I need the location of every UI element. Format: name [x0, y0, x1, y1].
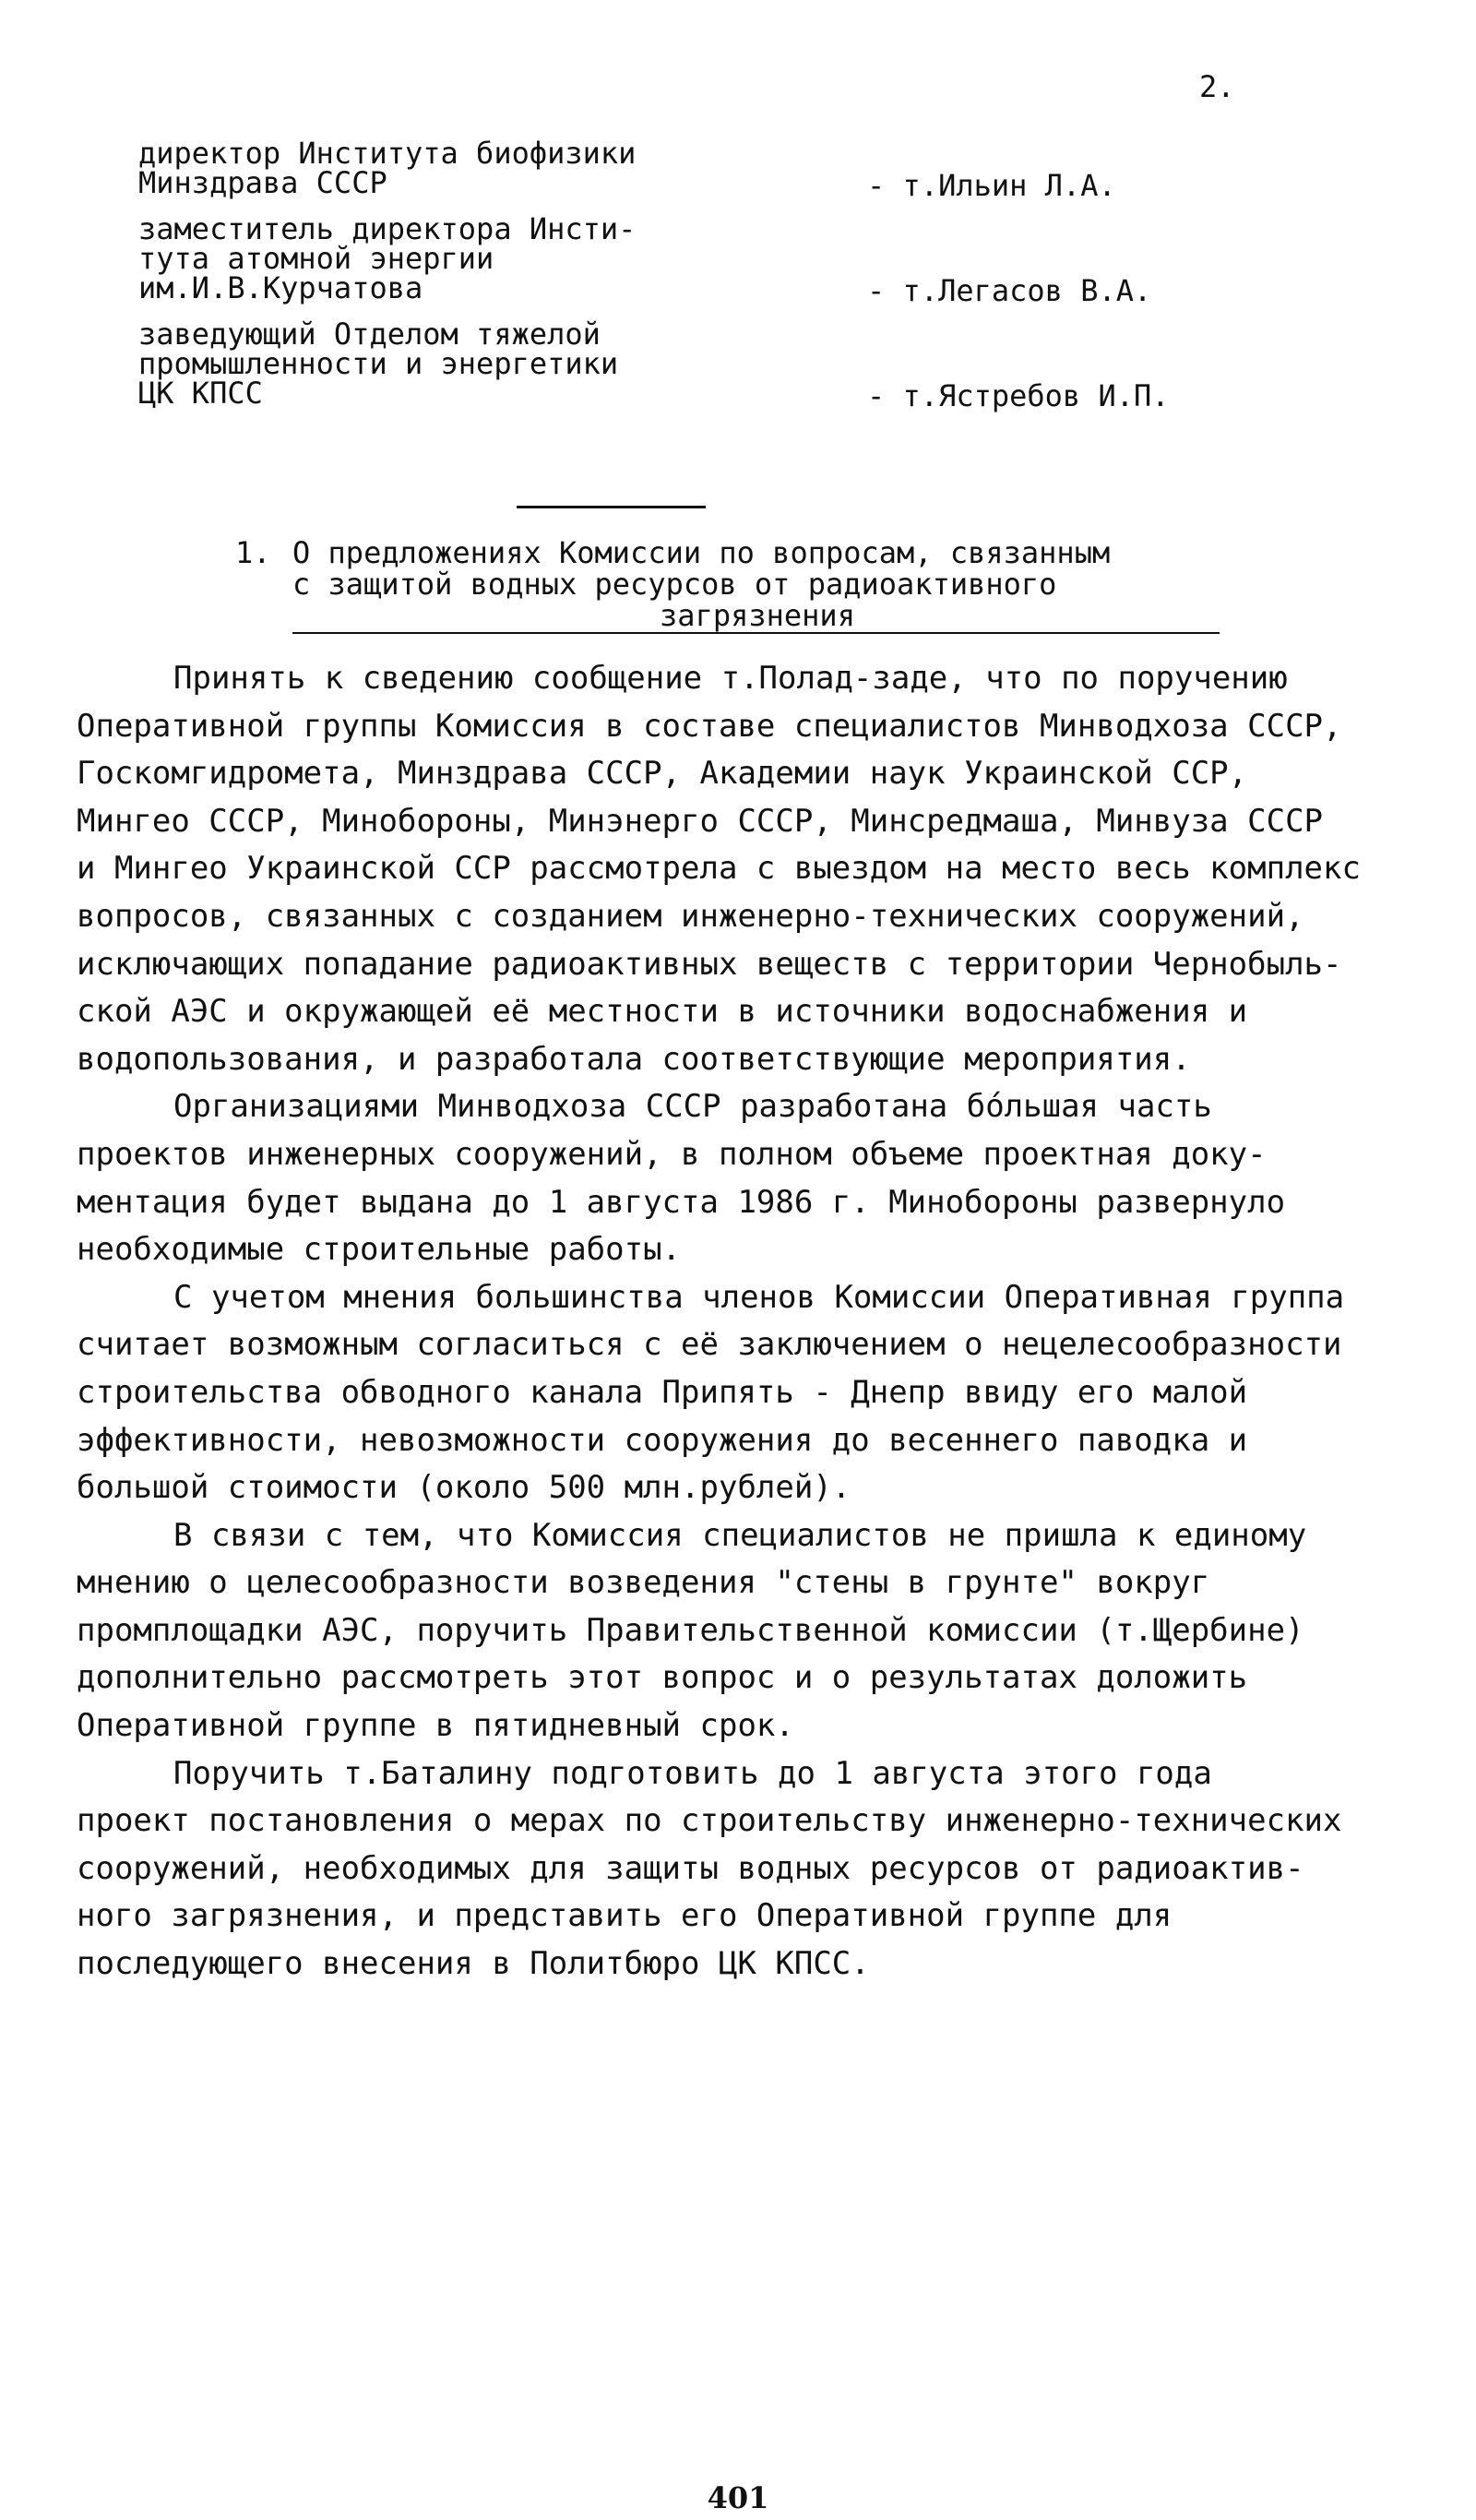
attendee-title: заместитель директора Инсти- тута атомной энергии им.И.В.Курчатова	[138, 211, 637, 305]
agenda-line-3: загрязнения	[660, 598, 855, 633]
paragraph-line: Оперативной группы Комиссия в составе специалистов Минводхоза СССР,	[77, 707, 1342, 745]
paragraph-line: большой стоимости (около 500 млн.рублей).	[77, 1469, 851, 1507]
paragraph-line: эффективности, невозможности сооружения до весеннего паводка и	[77, 1421, 1248, 1459]
agenda-text: О предложениях Комиссии по вопросам, связанным	[292, 535, 1111, 570]
paragraph-line: проектов инженерных сооружений, в полном объеме проектная доку-	[77, 1135, 1267, 1173]
attendee-row	[138, 136, 1245, 203]
paragraph-line: Поручить т.Баталину подготовить до 1 августа этого года	[173, 1754, 1212, 1792]
paragraph-line: В связи с тем, что Комиссия специалистов не пришла к единому	[173, 1516, 1307, 1554]
resolution-body	[77, 655, 1414, 1989]
paragraph-line: Оперативной группе в пятидневный срок.	[77, 1707, 794, 1745]
attendee-name: - т.Ильин Л.А.	[867, 168, 1116, 203]
footer-page-number: 401	[707, 2480, 769, 2515]
agenda-item-heading	[235, 537, 1222, 631]
attendee-row	[138, 316, 1245, 413]
agenda-line-1	[235, 537, 1222, 568]
paragraph-line: вопросов, связанных с созданием инженерно-технических сооружений,	[77, 897, 1304, 935]
attendee-title: заведующий Отделом тяжелой промышленности и энергетики ЦК КПСС	[138, 316, 619, 411]
paragraph	[77, 1274, 1414, 1512]
paragraph-line: сооружений, необходимых для защиты водных ресурсов от радиоактив-	[77, 1849, 1304, 1887]
paragraph-line: Принять к сведению сообщение т.Полад-заде, что по поручению	[173, 660, 1288, 697]
attendee-name: - т.Легасов В.А.	[867, 273, 1152, 308]
attendee-row	[138, 211, 1245, 308]
page-number: 2.	[1199, 69, 1235, 104]
agenda-number: 1.	[235, 535, 271, 570]
paragraph	[77, 1083, 1414, 1273]
paragraph-line: необходимые строительные работы.	[77, 1231, 682, 1269]
attendee-list	[138, 138, 1245, 424]
agenda-underline	[292, 632, 1220, 634]
paragraph	[77, 655, 1414, 1083]
paragraph-line: исключающих попадание радиоактивных веществ с территории Чернобыль-	[77, 945, 1342, 983]
paragraph-line: строительства обводного канала Припять - Днепр ввиду его малой	[77, 1373, 1248, 1411]
agenda-line-2: с защитой водных ресурсов от радиоактивного	[292, 567, 1057, 602]
paragraph-line: Мингео СССР, Минобороны, Минэнерго СССР, Минсредмаша, Минвуза СССР	[77, 802, 1324, 840]
paragraph-line: ментация будет выдана до 1 августа 1986 г. Минобороны развернуло	[77, 1183, 1286, 1221]
paragraph-line: С учетом мнения большинства членов Комиссии Оперативная группа	[173, 1278, 1345, 1316]
paragraph-line: проект постановления о мерах по строительству инженерно-технических	[77, 1802, 1342, 1840]
attendee-title: директор Института биофизики Минздрава СССР	[138, 136, 637, 200]
section-divider	[517, 506, 706, 508]
paragraph-line: ного загрязнения, и представить его Оперативной группе для	[77, 1897, 1172, 1935]
paragraph-line: считает возможным согласиться с её заключением о нецелесообразности	[77, 1326, 1342, 1364]
paragraph-line: последующего внесения в Политбюро ЦК КПСС.	[77, 1945, 870, 1983]
paragraph-line: мнению о целесообразности возведения "стены в грунте" вокруг	[77, 1564, 1210, 1602]
paragraph-line: и Мингео Украинской ССР рассмотрела с выездом на место весь комплекс	[77, 850, 1361, 888]
paragraph-line: ской АЭС и окружающей её местности в источники водоснабжения и	[77, 993, 1248, 1031]
paragraph-line: Организациями Минводхоза СССР разработана бо́льшая часть	[173, 1088, 1212, 1126]
attendee-name: - т.Ястребов И.П.	[867, 378, 1170, 413]
paragraph	[77, 1750, 1414, 1989]
paragraph-line: промплощадки АЭС, поручить Правительственной комиссии (т.Щербине)	[77, 1611, 1304, 1649]
paragraph-line: дополнительно рассмотреть этот вопрос и о результатах доложить	[77, 1659, 1248, 1697]
paragraph-line: водопользования, и разработала соответствующие мероприятия.	[77, 1040, 1191, 1078]
paragraph-line: Госкомгидромета, Минздрава СССР, Академии наук Украинской ССР,	[77, 755, 1248, 793]
paragraph	[77, 1512, 1414, 1750]
